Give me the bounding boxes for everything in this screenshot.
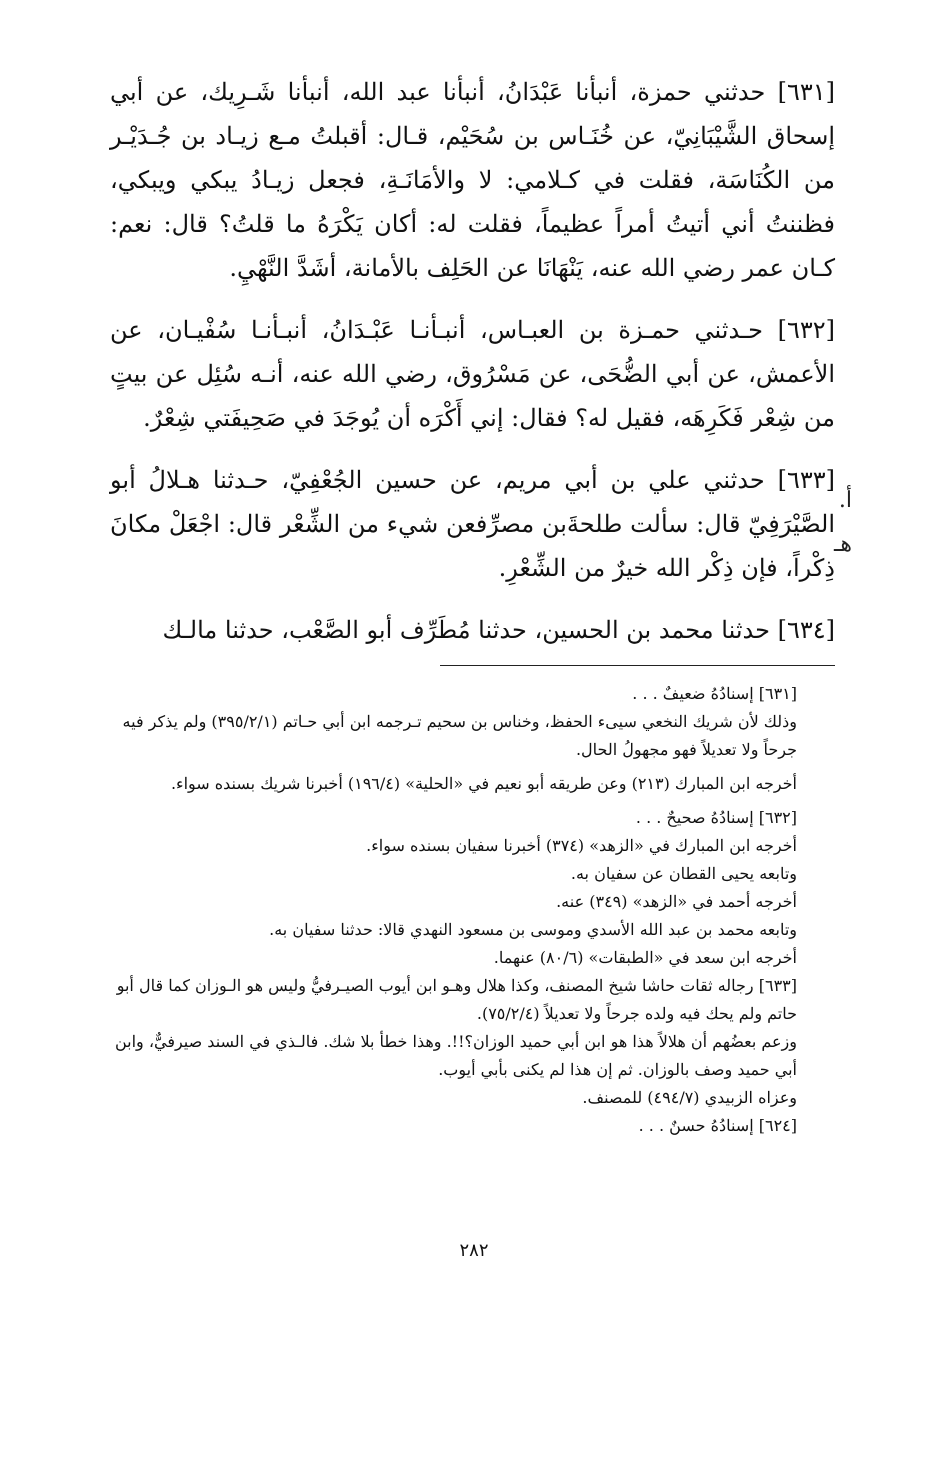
margin-note-a: أ. bbox=[838, 488, 852, 513]
footnotes bbox=[110, 680, 835, 1140]
page-number: ٢٨٢ bbox=[459, 1240, 489, 1261]
hadith-paragraph-632 bbox=[110, 308, 835, 440]
footnote-line: أخرجه ابن سعد في «الطبقات» (٨٠/٦) عنهما. bbox=[493, 948, 797, 967]
hadith-text: حدثني حمزة، أنبأنا عَبْدَانُ، أنبأنا عبد الله، أنبأنا شَـرِيك، عن أبي إسحاق الشَّيْبَانِيّ، عن خُنَـاس بن سُحَيْم، قـال: أقبلتُ مـع زيـاد بن جُـدَيْـر من الكُنَاسَة، فقلت في كـلامي: لا والأمَانَـةِ، فجعل زيـادُ يبكي ويبكي، فظننتُ أني أتيتُ أمراً عظيماً، فقلت له: أكان يَكْرَهُ ما قلتُ؟ قال: نعم: كـان عمر رضي الله عنه، يَنْهَانَا عن الحَلِف بالأمانة، أشَدَّ النَّهْيِ. bbox=[110, 78, 835, 282]
footnote-line: وذلك لأن شريك النخعي سيىء الحفظ، وخناس بن سحيم تـرجمه ابن أبي حـاتم (٣٩٥/٢/١) ولم يذكر فيه جرحاً ولا تعديلاً فهو مجهولُ الحال. bbox=[122, 712, 797, 759]
margin-note-h: هـ bbox=[833, 532, 852, 557]
footnote-line: [٦٢٤] إسنادُهُ حسنٌ . . . bbox=[638, 1116, 797, 1135]
footnote-line: وتابعه يحيى القطان عن سفيان به. bbox=[570, 864, 797, 883]
hadith-number: [٦٣٣] bbox=[777, 466, 835, 494]
footnote-line: وتابعه محمد بن عبد الله الأسدي وموسى بن مسعود النهدي قالا: حدثنا سفيان به. bbox=[269, 920, 797, 939]
hadith-number: [٦٣٢] bbox=[777, 316, 835, 344]
hadith-number: [٦٣٤] bbox=[777, 616, 835, 644]
footnote-line: أخرجه أحمد في «الزهد» (٣٤٩) عنه. bbox=[556, 892, 797, 911]
hadith-paragraph-631 bbox=[110, 70, 835, 290]
hadith-paragraph-633 bbox=[110, 458, 835, 590]
footnote-line: أخرجه ابن المبارك (٢١٣) وعن طريقه أبو نعيم في «الحلية» (١٩٦/٤) أخبرنا شريك بسنده سواء. bbox=[170, 774, 797, 793]
hadith-text: حدثنا محمد بن الحسين، حدثنا مُطَرِّف أبو الصَّعْب، حدثنا مالـك bbox=[162, 616, 770, 644]
footnote-line: وزعم بعضُهم أن هلالاً هذا هو ابن أبي حميد الوزان؟!!. وهذا خطأ بلا شك. فالـذي في السند صيرفيٌّ، وابن أبي حميد وصف بالوزان. ثم إن هذا لم يكنى بأبي أيوب. bbox=[114, 1032, 797, 1079]
hadith-text: حدثني علي بن أبي مريم، عن حسين الجُعْفِيّ، حـدثنا هـلالُ أبو الصَّيْرَفِيّ قال: سألت طلحةَبن مصرِّفعن شيء من الشِّعْر قال: اجْعَلْ مكانَ ذِكْراً، فإن ذِكْر الله خيرٌ من الشِّعْرِ. bbox=[110, 466, 835, 582]
footnote-line: [٦٣٢] إسنادُهُ صحيحٌ . . . bbox=[635, 808, 797, 827]
footnote-line: [٦٣١] إسنادُهُ ضعيفٌ . . . bbox=[632, 684, 797, 703]
main-text-body bbox=[110, 70, 835, 670]
hadith-number: [٦٣١] bbox=[777, 78, 835, 106]
footnote-line: [٦٣٣] رجاله ثقات حاشا شيخ المصنف، وكذا هلال وهـو ابن أيوب الصيـرفيُّ وليس هو الـوزان كما قال أبو حاتم ولم يحك فيه ولده جرحاً ولا تعديلاً (٧٥/٢/٤). bbox=[116, 976, 797, 1023]
footnote-line: أخرجه ابن المبارك في «الزهد» (٣٧٤) أخبرنا سفيان بسنده سواء. bbox=[366, 836, 797, 855]
footnote-separator bbox=[440, 665, 835, 666]
hadith-paragraph-634 bbox=[110, 608, 835, 652]
footnote-line: وعزاه الزبيدي (٤٩٤/٧) للمصنف. bbox=[582, 1088, 797, 1107]
hadith-text: حـدثني حمـزة بن العبـاس، أنبـأنـا عَبْـدَانُ، أنبـأنـا سُفْيـان، عن الأعمش، عن أبي الضُّحَى، عن مَسْرُوق، رضي الله عنه، أنـه سُئِل عن بيتٍ من شِعْر فَكَرِهَه، فقيل له؟ فقال: إني أَكْرَه أن يُوجَدَ في صَحِيفَتي شِعْرٌ. bbox=[110, 316, 835, 432]
